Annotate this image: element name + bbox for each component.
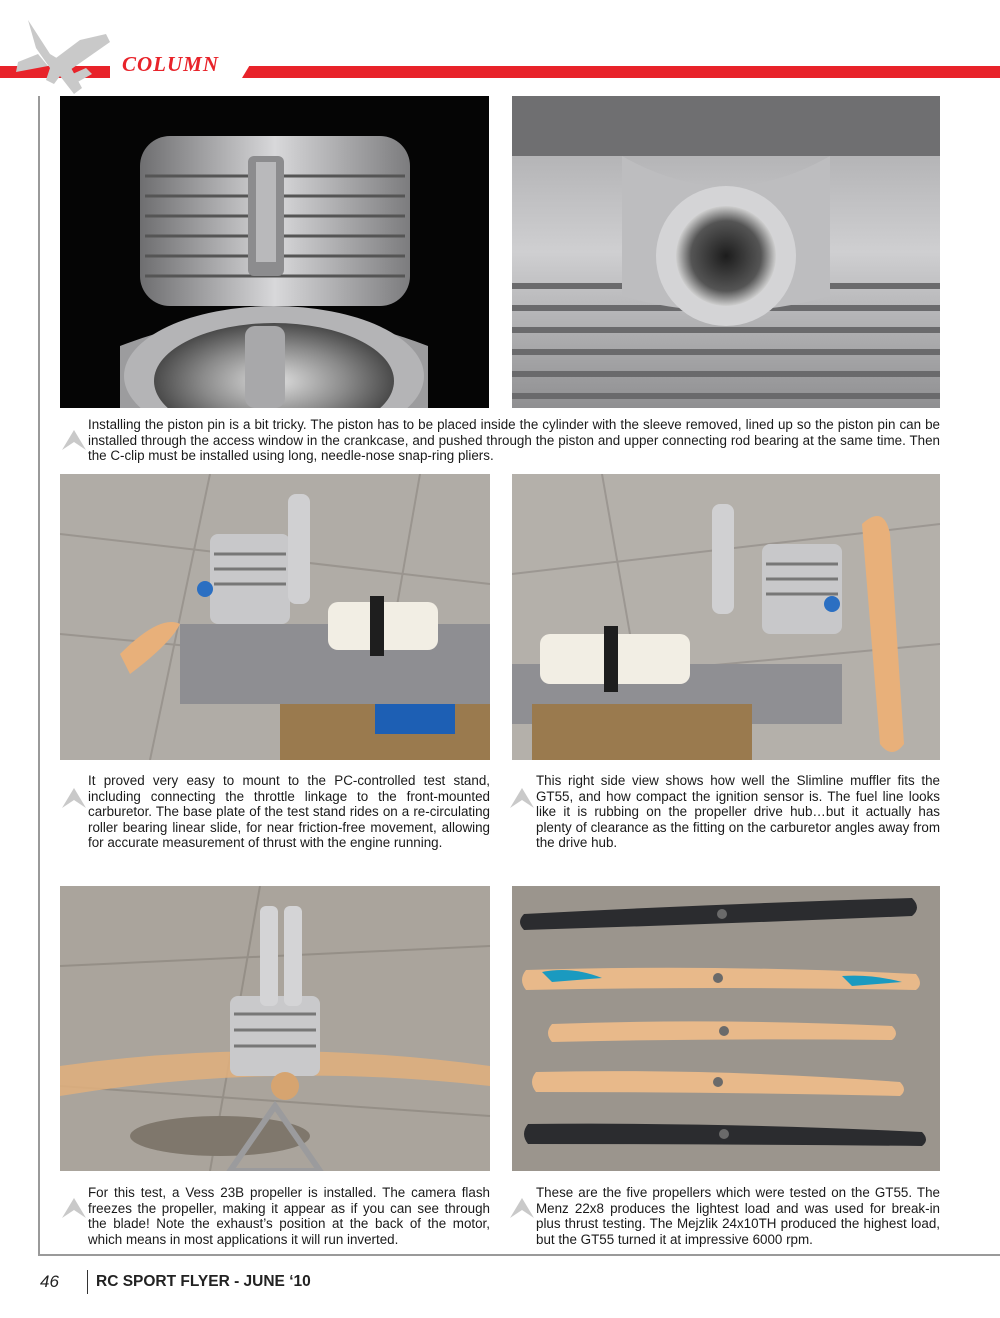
footer-masthead: RC SPORT FLYER - JUNE ‘10	[96, 1273, 311, 1290]
footer-divider	[87, 1270, 88, 1294]
test-stand-caption: It proved very easy to mount to the PC-controlled test stand, including connecting the throttle linkage to the front-mounted carburetor. The base plate of the test stand rides on a re-circulating roller bearing linear slide, for near friction-free movement, allowing for accurate measurement of thrust with the engine running.	[88, 773, 490, 851]
vess-propeller-caption: For this test, a Vess 23B propeller is installed. The camera flash freezes the propeller, making it appear as if you can see through the blade! Note the exhaust’s position at the back of the motor, which means in most applications it will run inverted.	[88, 1185, 490, 1247]
vess-propeller-photo	[60, 886, 490, 1171]
engine-piston-photo	[60, 96, 489, 408]
caption-arrow-icon	[60, 428, 86, 450]
crankcase-window-photo	[512, 96, 940, 408]
caption-arrow-icon	[508, 1196, 534, 1218]
caption-arrow-icon	[508, 786, 534, 808]
section-label: COLUMN	[122, 52, 220, 76]
five-propellers-caption: These are the five propellers which were tested on the GT55. The Menz 22x8 produces the lightest load and was used for break-in plus thrust testing. The Mejzlik 24x10TH produced the highest load, but the GT55 turned it at impressive 6000 rpm.	[536, 1185, 940, 1247]
bottom-rule	[38, 1254, 1000, 1256]
five-propellers-photo	[512, 886, 940, 1171]
left-margin-rule	[38, 96, 40, 1256]
caption-arrow-icon	[60, 1196, 86, 1218]
right-side-caption: This right side view shows how well the Slimline muffler fits the GT55, and how compact the ignition sensor is. The fuel line looks like it is rubbing on the propeller drive hub…but it actually has plenty of clearance as the fitting on the carburetor angles away from the drive hub.	[536, 773, 940, 851]
caption-arrow-icon	[60, 786, 86, 808]
test-stand-right-photo	[512, 474, 940, 760]
piston-pin-caption: Installing the piston pin is a bit tricky. The piston has to be placed inside the cylinder with the sleeve removed, lined up so the piston pin can be installed through the access window in the crankcase, and pushed through the piston and upper connecting rod bearing at the same time. Then the C-clip must be installed using long, needle-nose snap-ring pliers.	[88, 417, 940, 464]
test-stand-left-photo	[60, 474, 490, 760]
airplane-logo-icon	[10, 14, 122, 104]
page-number: 46	[40, 1272, 59, 1291]
